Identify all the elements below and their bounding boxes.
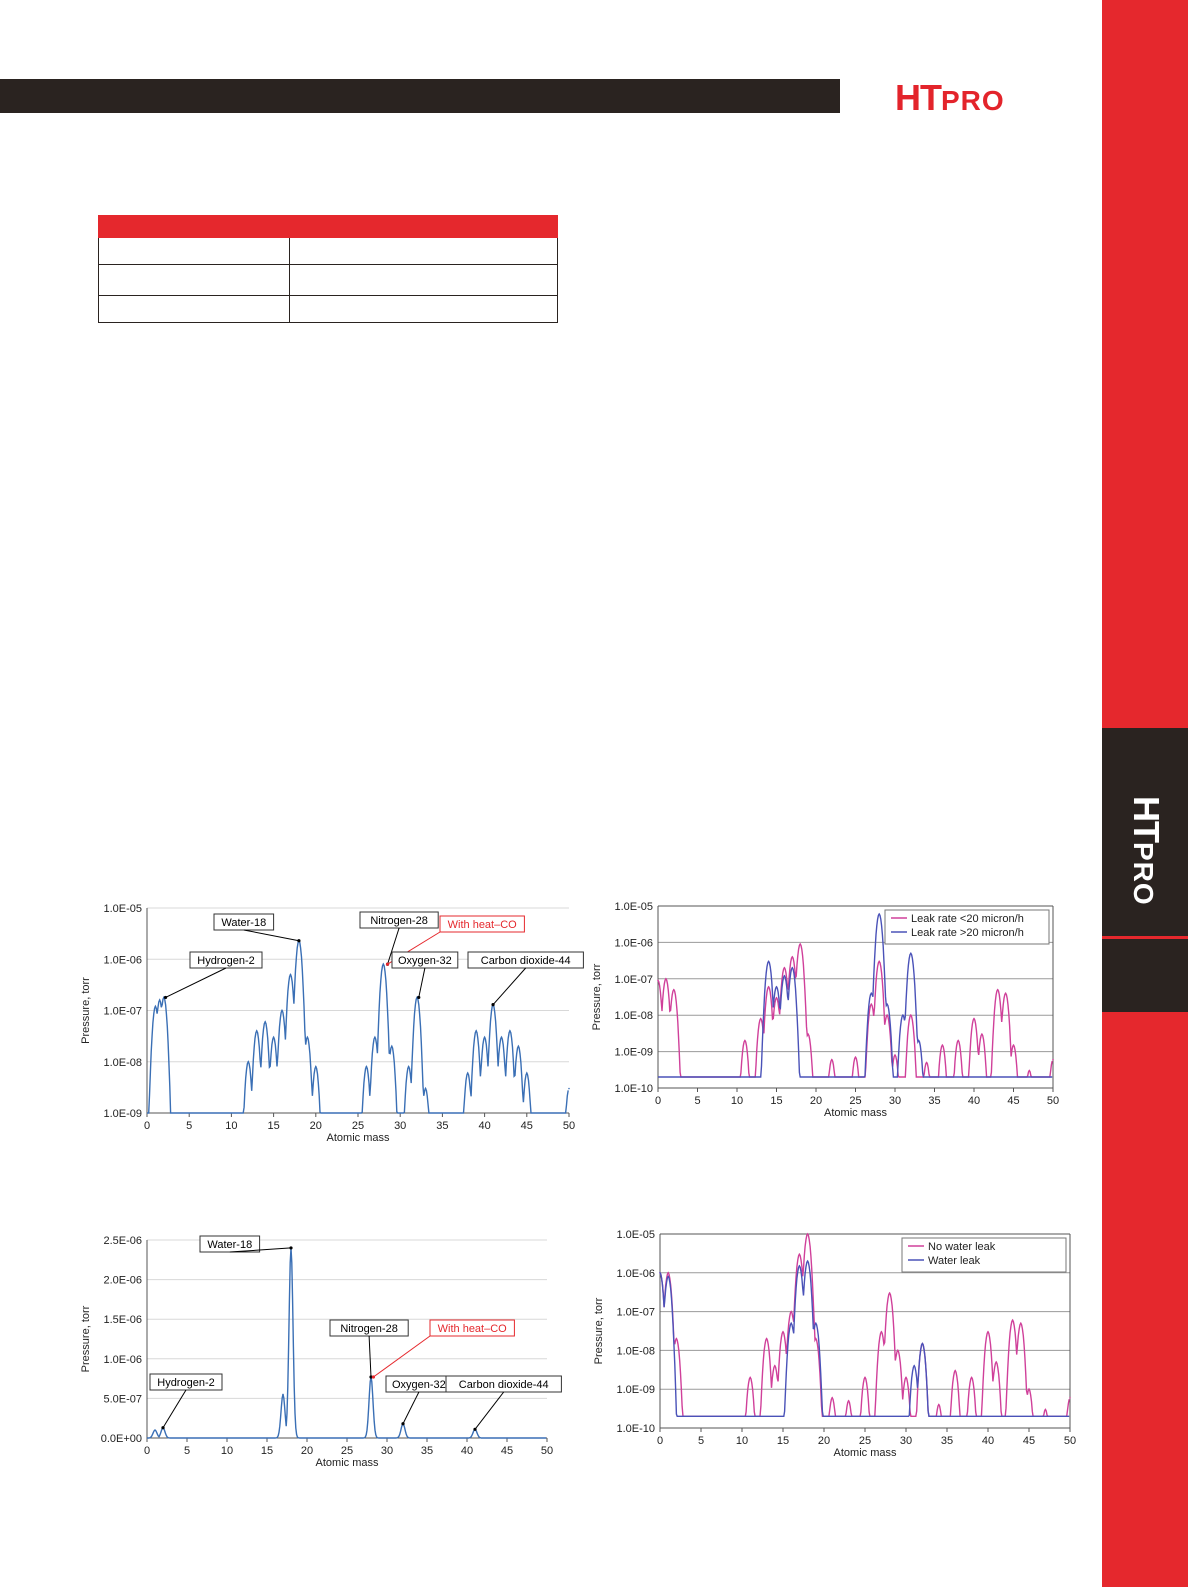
data-point bbox=[475, 1030, 477, 1032]
data-point bbox=[957, 1040, 959, 1042]
data-point bbox=[264, 1021, 266, 1023]
annotation-label: With heat–CO bbox=[437, 1323, 507, 1335]
data-point bbox=[878, 961, 880, 963]
data-point bbox=[282, 1394, 284, 1396]
x-tick-label: 5 bbox=[694, 1095, 701, 1107]
data-point bbox=[1005, 992, 1007, 994]
annotation-label: Hydrogen-2 bbox=[157, 1377, 215, 1389]
x-tick-label: 10 bbox=[225, 1120, 238, 1132]
data-point bbox=[315, 1066, 317, 1068]
data-point bbox=[568, 1088, 570, 1090]
data-point bbox=[154, 1429, 156, 1431]
data-point bbox=[676, 1338, 678, 1340]
y-tick-label: 1.0E-08 bbox=[616, 1345, 655, 1358]
x-tick-label: 50 bbox=[1063, 1435, 1077, 1447]
data-point bbox=[799, 1265, 801, 1267]
annotation-arrowhead bbox=[297, 939, 300, 942]
x-tick-label: 20 bbox=[300, 1445, 314, 1457]
x-tick-label: 5 bbox=[183, 1445, 191, 1457]
x-tick-label: 5 bbox=[186, 1120, 193, 1132]
y-tick-label: 1.0E-06 bbox=[614, 937, 653, 950]
data-point bbox=[894, 1054, 896, 1056]
x-tick-label: 35 bbox=[940, 1435, 954, 1447]
x-tick-label: 20 bbox=[817, 1435, 831, 1447]
data-point bbox=[501, 1036, 503, 1038]
x-tick-label: 0 bbox=[143, 1445, 151, 1457]
x-tick-label: 0 bbox=[654, 1095, 662, 1107]
annotation-label: Nitrogen-28 bbox=[370, 915, 428, 927]
logo-sub-text: PRO bbox=[941, 85, 1005, 116]
annotation-arrowhead bbox=[417, 996, 420, 999]
x-tick-label: 40 bbox=[981, 1435, 995, 1447]
annotation-arrow bbox=[166, 968, 226, 997]
data-point bbox=[889, 1292, 891, 1294]
y-tick-label: 0.0E+00 bbox=[100, 1433, 142, 1445]
table-cell bbox=[290, 238, 558, 265]
annotation-label: Nitrogen-28 bbox=[340, 1323, 398, 1335]
data-point bbox=[871, 1003, 873, 1005]
annotation-arrowhead bbox=[289, 1246, 292, 1249]
data-point bbox=[247, 1061, 249, 1063]
data-point bbox=[871, 992, 873, 994]
x-tick-label: 25 bbox=[849, 1095, 862, 1107]
data-point bbox=[864, 1377, 866, 1379]
data-point bbox=[518, 1046, 520, 1048]
table-header-row bbox=[99, 216, 558, 238]
data-point bbox=[408, 1066, 410, 1068]
x-tick-label: 25 bbox=[340, 1445, 354, 1457]
data-point bbox=[425, 1088, 427, 1090]
data-point bbox=[1029, 1070, 1031, 1072]
annotation-arrow bbox=[373, 1336, 430, 1377]
data-point bbox=[831, 1059, 833, 1061]
data-point bbox=[910, 1014, 912, 1016]
data-point bbox=[155, 1006, 157, 1008]
data-point bbox=[905, 1377, 907, 1379]
htpro-logo bbox=[895, 78, 1075, 118]
y-tick-label: 1.0E-05 bbox=[616, 1229, 655, 1241]
data-point bbox=[784, 975, 786, 977]
data-point bbox=[886, 1014, 888, 1016]
y-tick-label: 1.0E-09 bbox=[616, 1384, 655, 1397]
data-point bbox=[799, 943, 801, 945]
annotation-label: Water-18 bbox=[207, 1239, 253, 1251]
x-tick-label: 45 bbox=[500, 1445, 514, 1457]
data-point bbox=[509, 1030, 511, 1032]
data-point bbox=[159, 999, 161, 1001]
data-point bbox=[782, 1331, 784, 1333]
data-point bbox=[774, 1365, 776, 1367]
x-axis-label: Atomic mass bbox=[315, 1457, 379, 1469]
x-tick-label: 5 bbox=[697, 1435, 705, 1447]
data-point bbox=[273, 1036, 275, 1038]
x-tick-label: 25 bbox=[351, 1120, 365, 1132]
annotation-label: Carbon dioxide-44 bbox=[458, 1379, 549, 1391]
chart-rga-log bbox=[72, 900, 582, 1155]
table-row bbox=[99, 238, 558, 265]
data-point bbox=[878, 913, 880, 915]
data-point bbox=[807, 1260, 809, 1262]
x-tick-label: 20 bbox=[309, 1120, 322, 1132]
x-tick-label: 10 bbox=[730, 1095, 744, 1107]
vertical-logo-sub: PRO bbox=[1128, 842, 1159, 906]
x-tick-label: 40 bbox=[460, 1445, 474, 1457]
data-point bbox=[768, 961, 770, 963]
data-point bbox=[766, 1338, 768, 1340]
data-point bbox=[981, 1033, 983, 1035]
y-axis-label: Pressure, torr bbox=[80, 977, 92, 1044]
x-tick-label: 50 bbox=[540, 1445, 554, 1457]
data-point bbox=[792, 967, 794, 969]
y-tick-label: 1.0E-07 bbox=[103, 1005, 142, 1018]
data-point bbox=[1052, 1059, 1054, 1061]
x-axis-label: Atomic mass bbox=[833, 1447, 897, 1459]
data-point bbox=[815, 1322, 817, 1324]
y-tick-label: 1.0E-08 bbox=[103, 1056, 142, 1069]
data-point bbox=[665, 978, 667, 980]
data-point bbox=[897, 1350, 899, 1352]
table-cell bbox=[99, 238, 290, 265]
x-tick-label: 50 bbox=[562, 1120, 576, 1132]
data-point bbox=[922, 1343, 924, 1345]
data-point bbox=[938, 1404, 940, 1406]
table-cell bbox=[290, 296, 558, 323]
legend-label: Water leak bbox=[928, 1255, 981, 1267]
annotation-arrow bbox=[244, 930, 299, 941]
x-tick-label: 45 bbox=[520, 1120, 533, 1132]
side-tab-divider bbox=[1102, 936, 1188, 939]
y-tick-label: 1.5E-06 bbox=[103, 1314, 142, 1327]
legend-label: No water leak bbox=[928, 1241, 996, 1253]
table-cell bbox=[290, 265, 558, 296]
data-point bbox=[366, 1066, 368, 1068]
data-point bbox=[1013, 1044, 1015, 1046]
x-axis-label: Atomic mass bbox=[824, 1107, 887, 1119]
data-point bbox=[792, 956, 794, 958]
data-point bbox=[918, 1040, 920, 1042]
table-cell bbox=[99, 296, 290, 323]
data-point bbox=[807, 1033, 809, 1035]
data-point bbox=[954, 1370, 956, 1372]
chart-water-leak bbox=[590, 1228, 1090, 1463]
data-point bbox=[831, 1397, 833, 1399]
x-tick-label: 30 bbox=[899, 1435, 913, 1447]
table-cell bbox=[290, 216, 558, 238]
annotation-arrow bbox=[493, 968, 526, 1005]
data-point bbox=[784, 967, 786, 969]
annotation-arrowhead bbox=[491, 1003, 494, 1006]
x-tick-label: 45 bbox=[1007, 1095, 1020, 1107]
legend-label: Leak rate <20 micron/h bbox=[911, 913, 1024, 925]
y-axis-label: Pressure, torr bbox=[80, 1305, 92, 1373]
data-point bbox=[749, 1377, 751, 1379]
header-bar bbox=[0, 79, 840, 113]
annotation-arrowhead bbox=[161, 1426, 164, 1429]
x-tick-label: 25 bbox=[858, 1435, 872, 1447]
annotation-label: Hydrogen-2 bbox=[197, 955, 255, 967]
annotation-arrow bbox=[475, 1392, 504, 1429]
x-tick-label: 15 bbox=[260, 1445, 274, 1457]
x-tick-label: 10 bbox=[735, 1435, 749, 1447]
data-point bbox=[799, 1253, 801, 1255]
y-tick-label: 1.0E-06 bbox=[616, 1267, 655, 1280]
y-axis-label: Pressure, torr bbox=[593, 1297, 605, 1365]
annotation-arrowhead bbox=[372, 1375, 375, 1378]
x-tick-label: 0 bbox=[143, 1120, 151, 1132]
annotation-arrowhead bbox=[473, 1428, 476, 1431]
x-tick-label: 45 bbox=[1022, 1435, 1036, 1447]
y-tick-label: 1.0E-06 bbox=[103, 954, 142, 967]
data-point bbox=[667, 1276, 669, 1278]
annotation-label: Oxygen-32 bbox=[397, 955, 452, 967]
y-tick-label: 1.0E-07 bbox=[616, 1306, 655, 1319]
annotation-label: With heat–CO bbox=[447, 919, 517, 931]
data-point bbox=[776, 986, 778, 988]
y-tick-label: 1.0E-08 bbox=[614, 1010, 653, 1023]
x-tick-label: 35 bbox=[928, 1095, 941, 1107]
y-tick-label: 1.0E-05 bbox=[614, 901, 653, 913]
x-tick-label: 30 bbox=[394, 1120, 407, 1132]
x-tick-label: 15 bbox=[776, 1435, 790, 1447]
x-tick-label: 40 bbox=[478, 1120, 491, 1132]
legend-label: Leak rate >20 micron/h bbox=[911, 927, 1024, 939]
data-point bbox=[995, 1361, 997, 1363]
x-axis-label: Atomic mass bbox=[326, 1132, 390, 1144]
data-point bbox=[744, 1040, 746, 1042]
data-point bbox=[307, 1036, 309, 1038]
x-tick-label: 30 bbox=[380, 1445, 394, 1457]
data-point bbox=[815, 1338, 817, 1340]
logo-main-text: HT bbox=[895, 77, 941, 118]
y-tick-label: 1.0E-10 bbox=[616, 1423, 655, 1435]
data-point bbox=[886, 1003, 888, 1005]
y-tick-label: 1.0E-09 bbox=[103, 1108, 142, 1120]
data-point bbox=[971, 1377, 973, 1379]
vertical-logo-main: HT bbox=[1126, 796, 1167, 842]
data-point bbox=[673, 989, 675, 991]
x-tick-label: 35 bbox=[436, 1120, 449, 1132]
data-point bbox=[1012, 1319, 1014, 1321]
x-tick-label: 20 bbox=[809, 1095, 823, 1107]
data-point bbox=[776, 997, 778, 999]
y-tick-label: 2.0E-06 bbox=[103, 1274, 142, 1287]
data-table bbox=[98, 215, 558, 323]
data-point bbox=[667, 1272, 669, 1274]
annotation-arrowhead bbox=[386, 963, 389, 966]
data-point bbox=[659, 1272, 661, 1274]
data-point bbox=[484, 1036, 486, 1038]
data-point bbox=[290, 974, 292, 976]
data-point bbox=[855, 1056, 857, 1058]
annotation-arrow bbox=[369, 1336, 371, 1377]
y-tick-label: 1.0E-05 bbox=[103, 903, 142, 915]
data-point bbox=[881, 1331, 883, 1333]
data-point bbox=[926, 1062, 928, 1064]
annotation-arrow bbox=[403, 1392, 419, 1424]
x-tick-label: 40 bbox=[967, 1095, 981, 1107]
data-point bbox=[1069, 1397, 1071, 1399]
vertical-logo bbox=[1126, 796, 1166, 908]
data-point bbox=[913, 1365, 915, 1367]
y-tick-label: 1.0E-09 bbox=[614, 1046, 653, 1059]
data-point bbox=[790, 1322, 792, 1324]
data-point bbox=[768, 986, 770, 988]
data-point bbox=[997, 989, 999, 991]
annotation-arrow bbox=[419, 968, 425, 997]
data-point bbox=[910, 953, 912, 955]
data-point bbox=[467, 1072, 469, 1074]
x-tick-label: 0 bbox=[656, 1435, 664, 1447]
data-point bbox=[281, 1010, 283, 1012]
data-point bbox=[374, 1036, 376, 1038]
annotation-label: Oxygen-32 bbox=[391, 1379, 446, 1391]
data-point bbox=[256, 1030, 258, 1032]
y-tick-label: 1.0E-07 bbox=[614, 973, 653, 986]
series-line bbox=[147, 1248, 546, 1438]
data-point bbox=[760, 1018, 762, 1020]
data-point bbox=[1045, 1409, 1047, 1411]
y-tick-label: 2.5E-06 bbox=[103, 1235, 142, 1247]
annotation-arrowhead bbox=[401, 1422, 404, 1425]
x-tick-label: 10 bbox=[220, 1445, 234, 1457]
y-tick-label: 1.0E-06 bbox=[103, 1353, 142, 1366]
data-point bbox=[942, 1044, 944, 1046]
annotation-label: Water-18 bbox=[221, 917, 267, 929]
chart-rga-linear bbox=[72, 1232, 582, 1487]
x-tick-label: 30 bbox=[888, 1095, 902, 1107]
table-row bbox=[99, 296, 558, 323]
data-point bbox=[1020, 1322, 1022, 1324]
y-tick-label: 1.0E-10 bbox=[614, 1083, 653, 1095]
data-point bbox=[383, 963, 385, 965]
data-point bbox=[987, 1331, 989, 1333]
x-tick-label: 50 bbox=[1046, 1095, 1060, 1107]
data-point bbox=[848, 1400, 850, 1402]
data-point bbox=[391, 1046, 393, 1048]
data-point bbox=[1028, 1388, 1030, 1390]
data-point bbox=[973, 1018, 975, 1020]
x-tick-label: 35 bbox=[420, 1445, 434, 1457]
x-tick-label: 15 bbox=[770, 1095, 783, 1107]
chart-leak-rate bbox=[590, 900, 1080, 1125]
table-cell bbox=[99, 265, 290, 296]
y-axis-label: Pressure, torr bbox=[591, 963, 603, 1031]
y-tick-label: 5.0E-07 bbox=[103, 1393, 142, 1406]
annotation-label: Carbon dioxide-44 bbox=[480, 955, 571, 967]
data-point bbox=[807, 1233, 809, 1235]
annotation-arrow bbox=[163, 1390, 186, 1428]
series-line bbox=[660, 1261, 1069, 1416]
annotation-arrowhead bbox=[164, 996, 167, 999]
x-tick-label: 15 bbox=[267, 1120, 280, 1132]
data-point bbox=[790, 1311, 792, 1313]
data-point bbox=[657, 980, 659, 982]
table-row bbox=[99, 265, 558, 296]
data-point bbox=[526, 1072, 528, 1074]
table-cell bbox=[99, 216, 290, 238]
data-point bbox=[902, 1014, 904, 1016]
